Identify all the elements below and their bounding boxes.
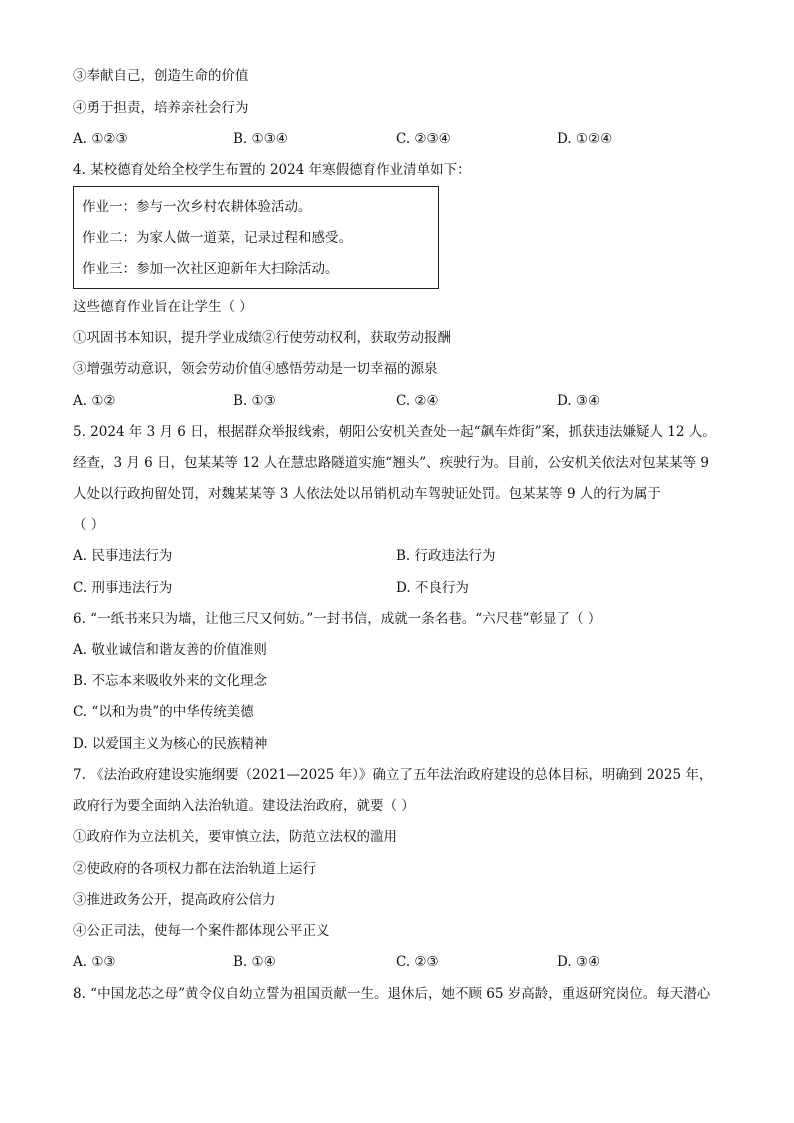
q5-option-c: C. 刑事违法行为 bbox=[73, 580, 173, 596]
q4-option-d: D. ③④ bbox=[557, 393, 601, 409]
q3-item-4: ④勇于担责，培养亲社会行为 bbox=[73, 100, 249, 116]
q4-items-1-2: ①巩固书本知识，提升学业成绩②行使劳动权利，获取劳动报酬 bbox=[73, 330, 451, 346]
q7-item-2: ②使政府的各项权力都在法治轨道上运行 bbox=[73, 861, 316, 877]
q6-option-c: C. “以和为贵”的中华传统美德 bbox=[73, 704, 254, 720]
q7-option-c: C. ②③ bbox=[396, 954, 439, 970]
q5-line-1: 5. 2024 年 3 月 6 日，根据群众举报线索，朝阳公安机关查处一起“飙车炸街”案，抓获违法嫌疑人 12 人。 bbox=[73, 424, 716, 440]
q3-option-b: B. ①③④ bbox=[233, 131, 288, 147]
q8-line-1: 8. “中国龙芯之母”黄令仪自幼立誓为祖国贡献一生。退休后，她不顾 65 岁高龄，重返研究岗位。每天潜心 bbox=[73, 986, 711, 1002]
q3-option-d: D. ①②④ bbox=[557, 131, 613, 147]
q4-homework-1: 作业一：参与一次乡村农耕体验活动。 bbox=[82, 199, 312, 215]
q4-option-c: C. ②④ bbox=[396, 393, 439, 409]
q4-question: 这些德育作业旨在让学生（ ） bbox=[73, 299, 253, 315]
q6-option-d: D. 以爱国主义为核心的民族精神 bbox=[73, 736, 268, 752]
q6-stem: 6. “一纸书来只为墙，让他三尺又何妨。”一封书信，成就一条名巷。“六尺巷”彰显了（ ） bbox=[73, 611, 602, 627]
q7-line-1: 7. 《法治政府建设实施纲要（2021—2025 年）》确立了五年法治政府建设的总体目标，明确到 2025 年， bbox=[73, 767, 713, 783]
q7-item-3: ③推进政务公开，提高政府公信力 bbox=[73, 892, 276, 908]
q7-option-b: B. ①④ bbox=[233, 954, 276, 970]
q5-option-b: B. 行政违法行为 bbox=[396, 548, 496, 564]
q4-option-a: A. ①② bbox=[73, 393, 116, 409]
q6-option-b: B. 不忘本来吸收外来的文化理念 bbox=[73, 673, 268, 689]
q7-option-a: A. ①③ bbox=[73, 954, 116, 970]
q7-item-4: ④公正司法，使每一个案件都体现公平正义 bbox=[73, 923, 330, 939]
q4-stem: 4. 某校德育处给全校学生布置的 2024 年寒假德育作业清单如下： bbox=[73, 162, 471, 178]
q3-item-3: ③奉献自己，创造生命的价值 bbox=[73, 68, 249, 84]
q4-homework-3: 作业三：参加一次社区迎新年大扫除活动。 bbox=[82, 261, 339, 277]
q3-option-a: A. ①②③ bbox=[73, 131, 128, 147]
q5-line-3: 人处以行政拘留处罚，对魏某某等 3 人依法处以吊销机动车驾驶证处罚。包某某等 9 人的行为属于 bbox=[73, 486, 661, 502]
q3-option-c: C. ②③④ bbox=[396, 131, 451, 147]
q4-homework-2: 作业二：为家人做一道菜，记录过程和感受。 bbox=[82, 230, 352, 246]
q5-option-a: A. 民事违法行为 bbox=[73, 548, 173, 564]
q4-items-3-4: ③增强劳动意识，领会劳动价值④感悟劳动是一切幸福的源泉 bbox=[73, 361, 438, 377]
q6-option-a: A. 敬业诚信和谐友善的价值准则 bbox=[73, 642, 267, 658]
q7-option-d: D. ③④ bbox=[557, 954, 601, 970]
q5-line-2: 经查，3 月 6 日，包某某等 12 人在慧忠路隧道实施“翘头”、疾驶行为。目前，公安机关依法对包某某等 9 bbox=[73, 455, 709, 471]
q7-item-1: ①政府作为立法机关，要审慎立法，防范立法权的滥用 bbox=[73, 829, 397, 845]
q4-homework-box bbox=[73, 186, 439, 289]
q4-option-b: B. ①③ bbox=[233, 393, 276, 409]
q5-option-d: D. 不良行为 bbox=[396, 580, 469, 596]
q5-line-4: （ ） bbox=[73, 517, 105, 533]
q7-line-2: 政府行为要全面纳入法治轨道。建设法治政府，就要（ ） bbox=[73, 798, 415, 814]
